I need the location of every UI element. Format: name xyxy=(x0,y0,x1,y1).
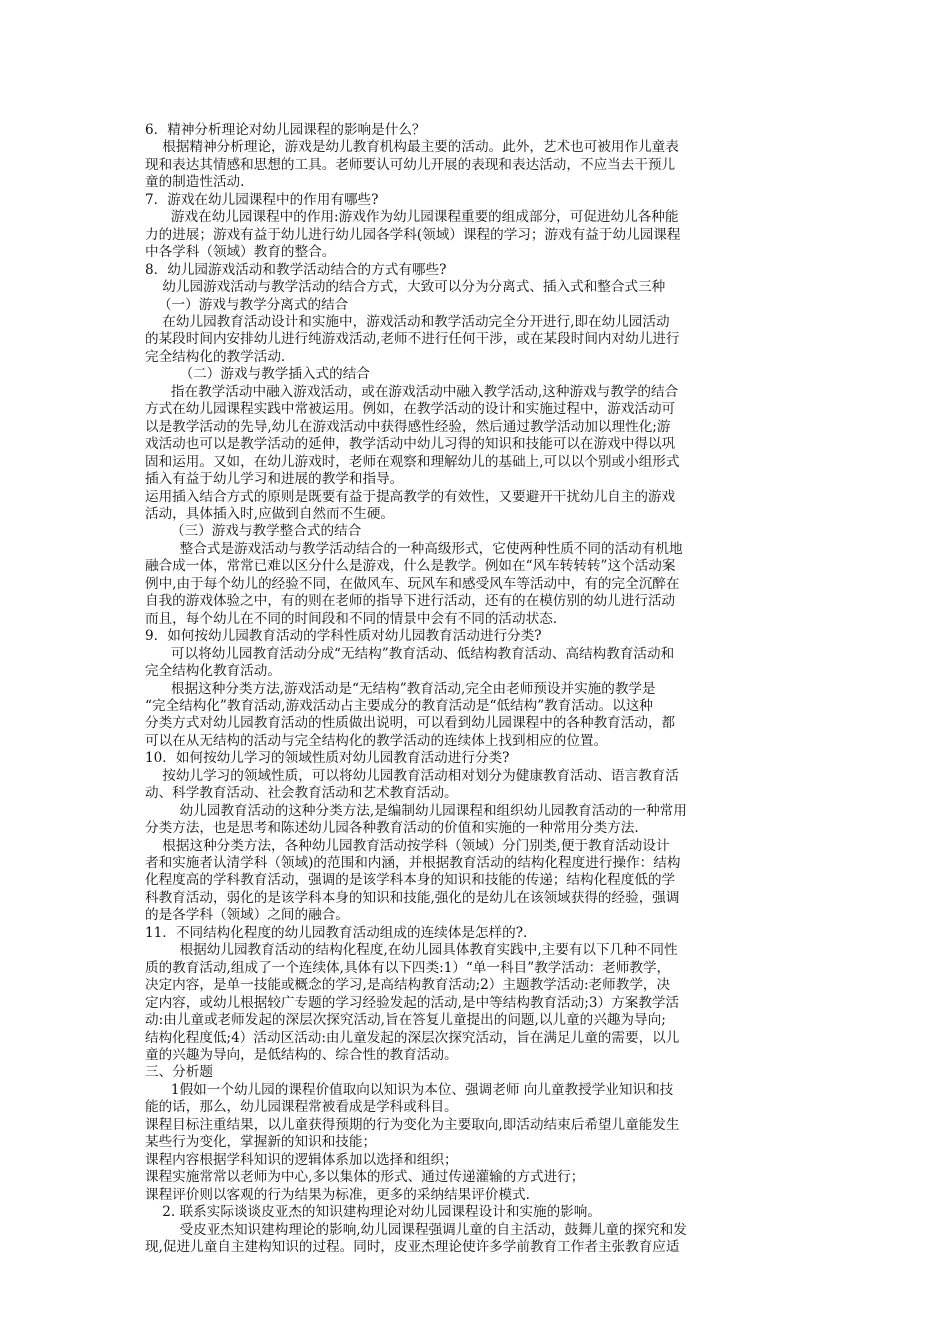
text-line: 融合成一体，常常已难以区分什么是游戏，什么是教学。例如在“风车转转转”这个活动案 xyxy=(145,558,676,575)
text-line: 动:由儿童或老师发起的深层次探究活动,旨在答复儿童提出的问题,以儿童的兴趣为导向; xyxy=(145,1012,666,1029)
text-line: 1假如一个幼儿园的课程价值取向以知识为本位、强调老师 向儿童教授学业知识和技 xyxy=(145,1081,674,1098)
text-line: 插入有益于幼儿学习和进展的教学和指导。 xyxy=(145,471,404,488)
text-line: 某些行为变化，掌握新的知识和技能； xyxy=(145,1134,377,1151)
text-line: 分类方法，也是思考和陈述幼儿园各种教育活动的价值和实施的一种常用分类方法. xyxy=(145,820,639,837)
text-line: 童的兴趣为导向，是低结构的、综合性的教育活动。 xyxy=(145,1047,458,1064)
text-line: 力的进展；游戏有益于幼儿进行幼儿园各学科(领域）课程的学习；游戏有益于幼儿园课程 xyxy=(145,226,681,243)
text-line: 课程内容根据学科知识的逻辑体系加以选择和组织； xyxy=(145,1151,458,1168)
text-line: 受皮亚杰知识建构理论的影响,幼儿园课程强调儿童的自主活动，鼓舞儿童的探究和发 xyxy=(145,1221,687,1238)
text-line: 9．如何按幼儿园教育活动的学科性质对幼儿园教育活动进行分类? xyxy=(145,628,542,645)
text-line: （一）游戏与教学分离式的结合 xyxy=(145,296,349,313)
text-line: 课程实施常常以老师为中心,多以集体的形式、通过传递灌输的方式进行； xyxy=(145,1169,585,1186)
text-line: 现,促进儿童自主建构知识的过程。同时，皮亚杰理论使许多学前教育工作者主张教育应适 xyxy=(145,1239,680,1255)
text-line: 方式在幼儿园课程实践中常被运用。例如，在教学活动的设计和实施过程中，游戏活动可 xyxy=(145,401,676,418)
text-line: 的是各学科（领域）之间的融合。 xyxy=(145,907,349,924)
text-line: 化程度高的学科教育活动，强调的是该学科本身的知识和技能的传递；结构化程度低的学 xyxy=(145,872,676,889)
text-line: 在幼儿园教育活动设计和实施中，游戏活动和教学活动完全分开进行,即在幼儿园活动 xyxy=(145,313,670,330)
text-line: 幼儿园游戏活动与教学活动的结合方式，大致可以分为分离式、插入式和整合式三种 xyxy=(145,279,666,296)
text-line: 完全结构化教育活动。 xyxy=(145,663,281,680)
text-line: 自我的游戏体验之中，有的则在老师的指导下进行活动，还有的在模仿别的幼儿进行活动 xyxy=(145,593,676,610)
text-line: 整合式是游戏活动与教学活动结合的一种高级形式，它使两种性质不同的活动有机地 xyxy=(145,540,683,557)
text-line: 的某段时间内安排幼儿进行纯游戏活动,老师不进行任何干涉，或在某段时间内对幼儿进行 xyxy=(145,331,680,348)
text-line: 者和实施者认清学科（领域)的范围和内涵，并根据教育活动的结构化程度进行操作：结构 xyxy=(145,855,681,872)
text-line: 7．游戏在幼儿园课程中的作用有哪些? xyxy=(145,191,379,208)
text-line: 根据这种分类方法,游戏活动是“无结构”教育活动,完全由老师预设并实施的教学是 xyxy=(145,680,656,697)
text-line: 可以在从无结构的活动与完全结构化的教学活动的连续体上找到相应的位置。 xyxy=(145,732,608,749)
text-line: 课程目标注重结果，以儿童获得预期的行为变化为主要取向,即活动结束后希望儿童能发生 xyxy=(145,1116,680,1133)
text-line: （三）游戏与教学整合式的结合 xyxy=(145,523,362,540)
text-line: 戏活动也可以是教学活动的延伸，教学活动中幼儿习得的知识和技能可以在游戏中得以巩 xyxy=(145,436,676,453)
text-line: 根据精神分析理论，游戏是幼儿教育机构最主要的活动。此外，艺术也可被用作儿童表 xyxy=(145,139,679,156)
text-line: 现和表达其情感和思想的工具。老师要认可幼儿开展的表现和表达活动，不应当去干预儿 xyxy=(145,156,676,173)
document-body xyxy=(145,122,813,1256)
text-line: 固和运用。又如，在幼儿游戏时，老师在观察和理解幼儿的基础上,可以以个别或小组形式 xyxy=(145,453,680,470)
text-line: 可以将幼儿园教育活动分成“无结构”教育活动、低结构教育活动、高结构教育活动和 xyxy=(145,645,675,662)
text-line: 根据幼儿园教育活动的结构化程度,在幼儿园具体教育实践中,主要有以下几种不同性 xyxy=(145,942,678,959)
text-line: “完全结构化”教育活动,游戏活动占主要成分的教育活动是“低结构”教育活动。以这种 xyxy=(145,697,653,714)
text-line: 决定内容，是单一技能或概念的学习,是高结构教育活动;2）主题教学活动:老师教学，决 xyxy=(145,977,671,994)
text-line: 2. 联系实际谈谈皮亚杰的知识建构理论对幼儿园课程设计和实施的影响。 xyxy=(145,1204,601,1221)
text-line: 能的话，那么，幼儿园课程常被看成是学科或科目。 xyxy=(145,1099,458,1116)
text-line: 活动，具体插入时,应做到自然而不生硬。 xyxy=(145,505,395,522)
text-line: 定内容，或幼儿根据较广专题的学习经验发起的活动,是中等结构教育活动;3）方案教学活 xyxy=(145,994,680,1011)
text-line: 分类方式对幼儿园教育活动的性质做出说明，可以看到幼儿园课程中的各种教育活动，都 xyxy=(145,715,676,732)
text-line: 按幼儿学习的领域性质，可以将幼儿园教育活动相对划分为健康教育活动、语言教育活 xyxy=(145,767,679,784)
text-line: 幼儿园教育活动的这种分类方法,是编制幼儿园课程和组织幼儿园教育活动的一种常用 xyxy=(145,802,687,819)
text-line: 运用插入结合方式的原则是既要有益于提高教学的有效性，又要避开干扰幼儿自主的游戏 xyxy=(145,488,676,505)
text-line: 8．幼儿园游戏活动和教学活动结合的方式有哪些? xyxy=(145,261,447,278)
text-line: 动、科学教育活动、社会教育活动和艺术教育活动。 xyxy=(145,785,458,802)
text-line: 完全结构化的教学活动. xyxy=(145,348,286,365)
text-line: 11．不同结构化程度的幼儿园教育活动组成的连续体是怎样的?. xyxy=(145,924,528,941)
text-line: 童的制造性活动. xyxy=(145,174,245,191)
text-line: 科教育活动，弱化的是该学科本身的知识和技能,强化的是幼儿在该领域获得的经验，强调 xyxy=(145,889,680,906)
text-line: 游戏在幼儿园课程中的作用:游戏作为幼儿园课程重要的组成部分，可促进幼儿各种能 xyxy=(145,209,679,226)
text-line: 质的教育活动,组成了一个连续体,具体有以下四类:1）“单一科目”教学活动：老师教学， xyxy=(145,959,671,976)
text-line: 而且，每个幼儿在不同的时间段和不同的情景中会有不同的活动状态. xyxy=(145,610,558,627)
text-line: 课程评价则以客观的行为结果为标准，更多的采纳结果评价模式. xyxy=(145,1186,530,1203)
text-line: 根据这种分类方法，各种幼儿园教育活动按学科（领域）分门别类,便于教育活动设计 xyxy=(145,837,670,854)
text-line: 例中,由于每个幼儿的经验不同，在做风车、玩风车和感受风车等活动中，有的完全沉醉在 xyxy=(145,575,680,592)
text-line: （二）游戏与教学插入式的结合 xyxy=(145,366,370,383)
text-line: 中各学科（领域）教育的整合。 xyxy=(145,244,336,261)
text-line: 三、分析题 xyxy=(145,1064,213,1081)
text-line: 指在教学活动中融入游戏活动，或在游戏活动中融入教学活动,这种游戏与教学的结合 xyxy=(145,383,679,400)
text-line: 10．如何按幼儿学习的领域性质对幼儿园教育活动进行分类? xyxy=(145,750,510,767)
text-line: 结构化程度低;4）活动区活动:由儿童发起的深层次探究活动，旨在满足儿童的需要，以儿 xyxy=(145,1029,680,1046)
text-line: 6．精神分析理论对幼儿园课程的影响是什么？ xyxy=(145,122,426,138)
text-line: 以是教学活动的先导,幼儿在游戏活动中获得感性经验，然后通过教学活动加以理性化;游 xyxy=(145,418,671,435)
